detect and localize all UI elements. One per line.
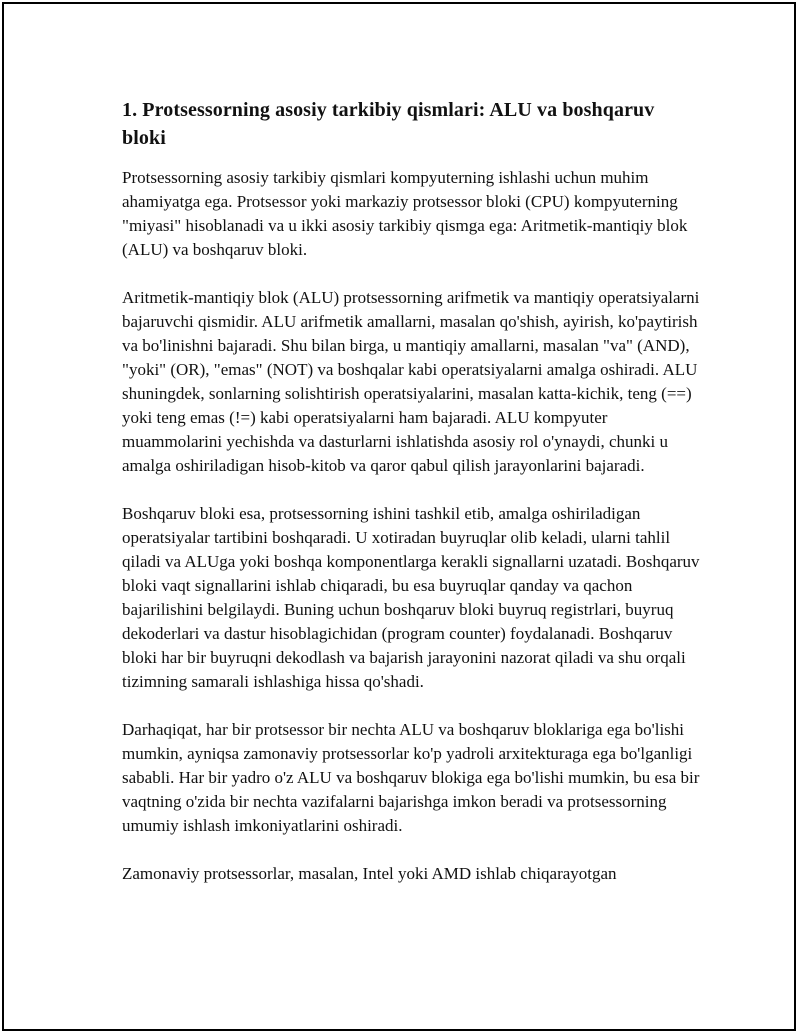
paragraph-multicore: Darhaqiqat, har bir protsessor bir nechta ALU va boshqaruv bloklariga ega bo'lishi mumkin, ayniqsa zamonaviy protsessorlar ko'p yadroli arxitekturaga ega bo'lganligi sababli. Har bir yadro o'z ALU va boshqaruv blokiga ega bo'lishi mumkin, bu esa bir vaqtning o'zida bir nechta vazifalarni bajarishga imkon beradi va protsessorning umumiy ishlash imkoniyatlarini oshiradi.	[122, 720, 700, 835]
section-heading: 1. Protsessorning asosiy tarkibiy qismlari: ALU va boshqaruv bloki	[122, 99, 655, 149]
page-frame	[2, 2, 796, 1031]
paragraph-alu: Aritmetik-mantiqiy blok (ALU) protsessorning arifmetik va mantiqiy operatsiyalarni bajaruvchi qismidir. ALU arifmetik amallarni, masalan qo'shish, ayirish, ko'paytirish va bo'linishni bajaradi. Shu bilan birga, u mantiqiy amallarni, masalan "va" (AND), "yoki" (OR), "emas" (NOT) va boshqalar kabi operatsiyalarni amalga oshiradi. ALU shuningdek, sonlarning solishtirish operatsiyalarini, masalan katta-kichik, teng (==) yoki teng emas (!=) kabi operatsiyalarni ham bajaradi. ALU kompyuter muammolarini yechishda va dasturlarni ishlatishda asosiy rol o'ynaydi, chunki u amalga oshiriladigan hisob-kitob va qaror qabul qilish jarayonlarini bajaradi.	[122, 288, 700, 475]
paragraph-control-unit: Boshqaruv bloki esa, protsessorning ishini tashkil etib, amalga oshiriladigan operatsiyalar tartibini boshqaradi. U xotiradan buyruqlar olib keladi, ularni tahlil qiladi va ALUga yoki boshqa komponentlarga kerakli signallarni uzatadi. Boshqaruv bloki vaqt signallarini ishlab chiqaradi, bu esa buyruqlar qanday va qachon bajarilishini belgilaydi. Buning uchun boshqaruv bloki buyruq registrlari, buyruq dekoderlari va dastur hisoblagichidan (program counter) foydalanadi. Boshqaruv bloki har bir buyruqni dekodlash va bajarish jarayonini nazorat qiladi va shu orqali tizimning samarali ishlashiga hissa qo'shadi.	[122, 504, 700, 691]
paragraph-intro: Protsessorning asosiy tarkibiy qismlari kompyuterning ishlashi uchun muhim ahamiyatga ega. Protsessor yoki markaziy protsessor bloki (CPU) kompyuterning "miyasi" hisoblanadi va u ikki asosiy tarkibiy qismga ega: Aritmetik-mantiqiy blok (ALU) va boshqaruv bloki.	[122, 168, 688, 259]
document-body	[122, 96, 702, 910]
paragraph-modern-processors: Zamonaviy protsessorlar, masalan, Intel yoki AMD ishlab chiqarayotgan	[122, 864, 617, 883]
